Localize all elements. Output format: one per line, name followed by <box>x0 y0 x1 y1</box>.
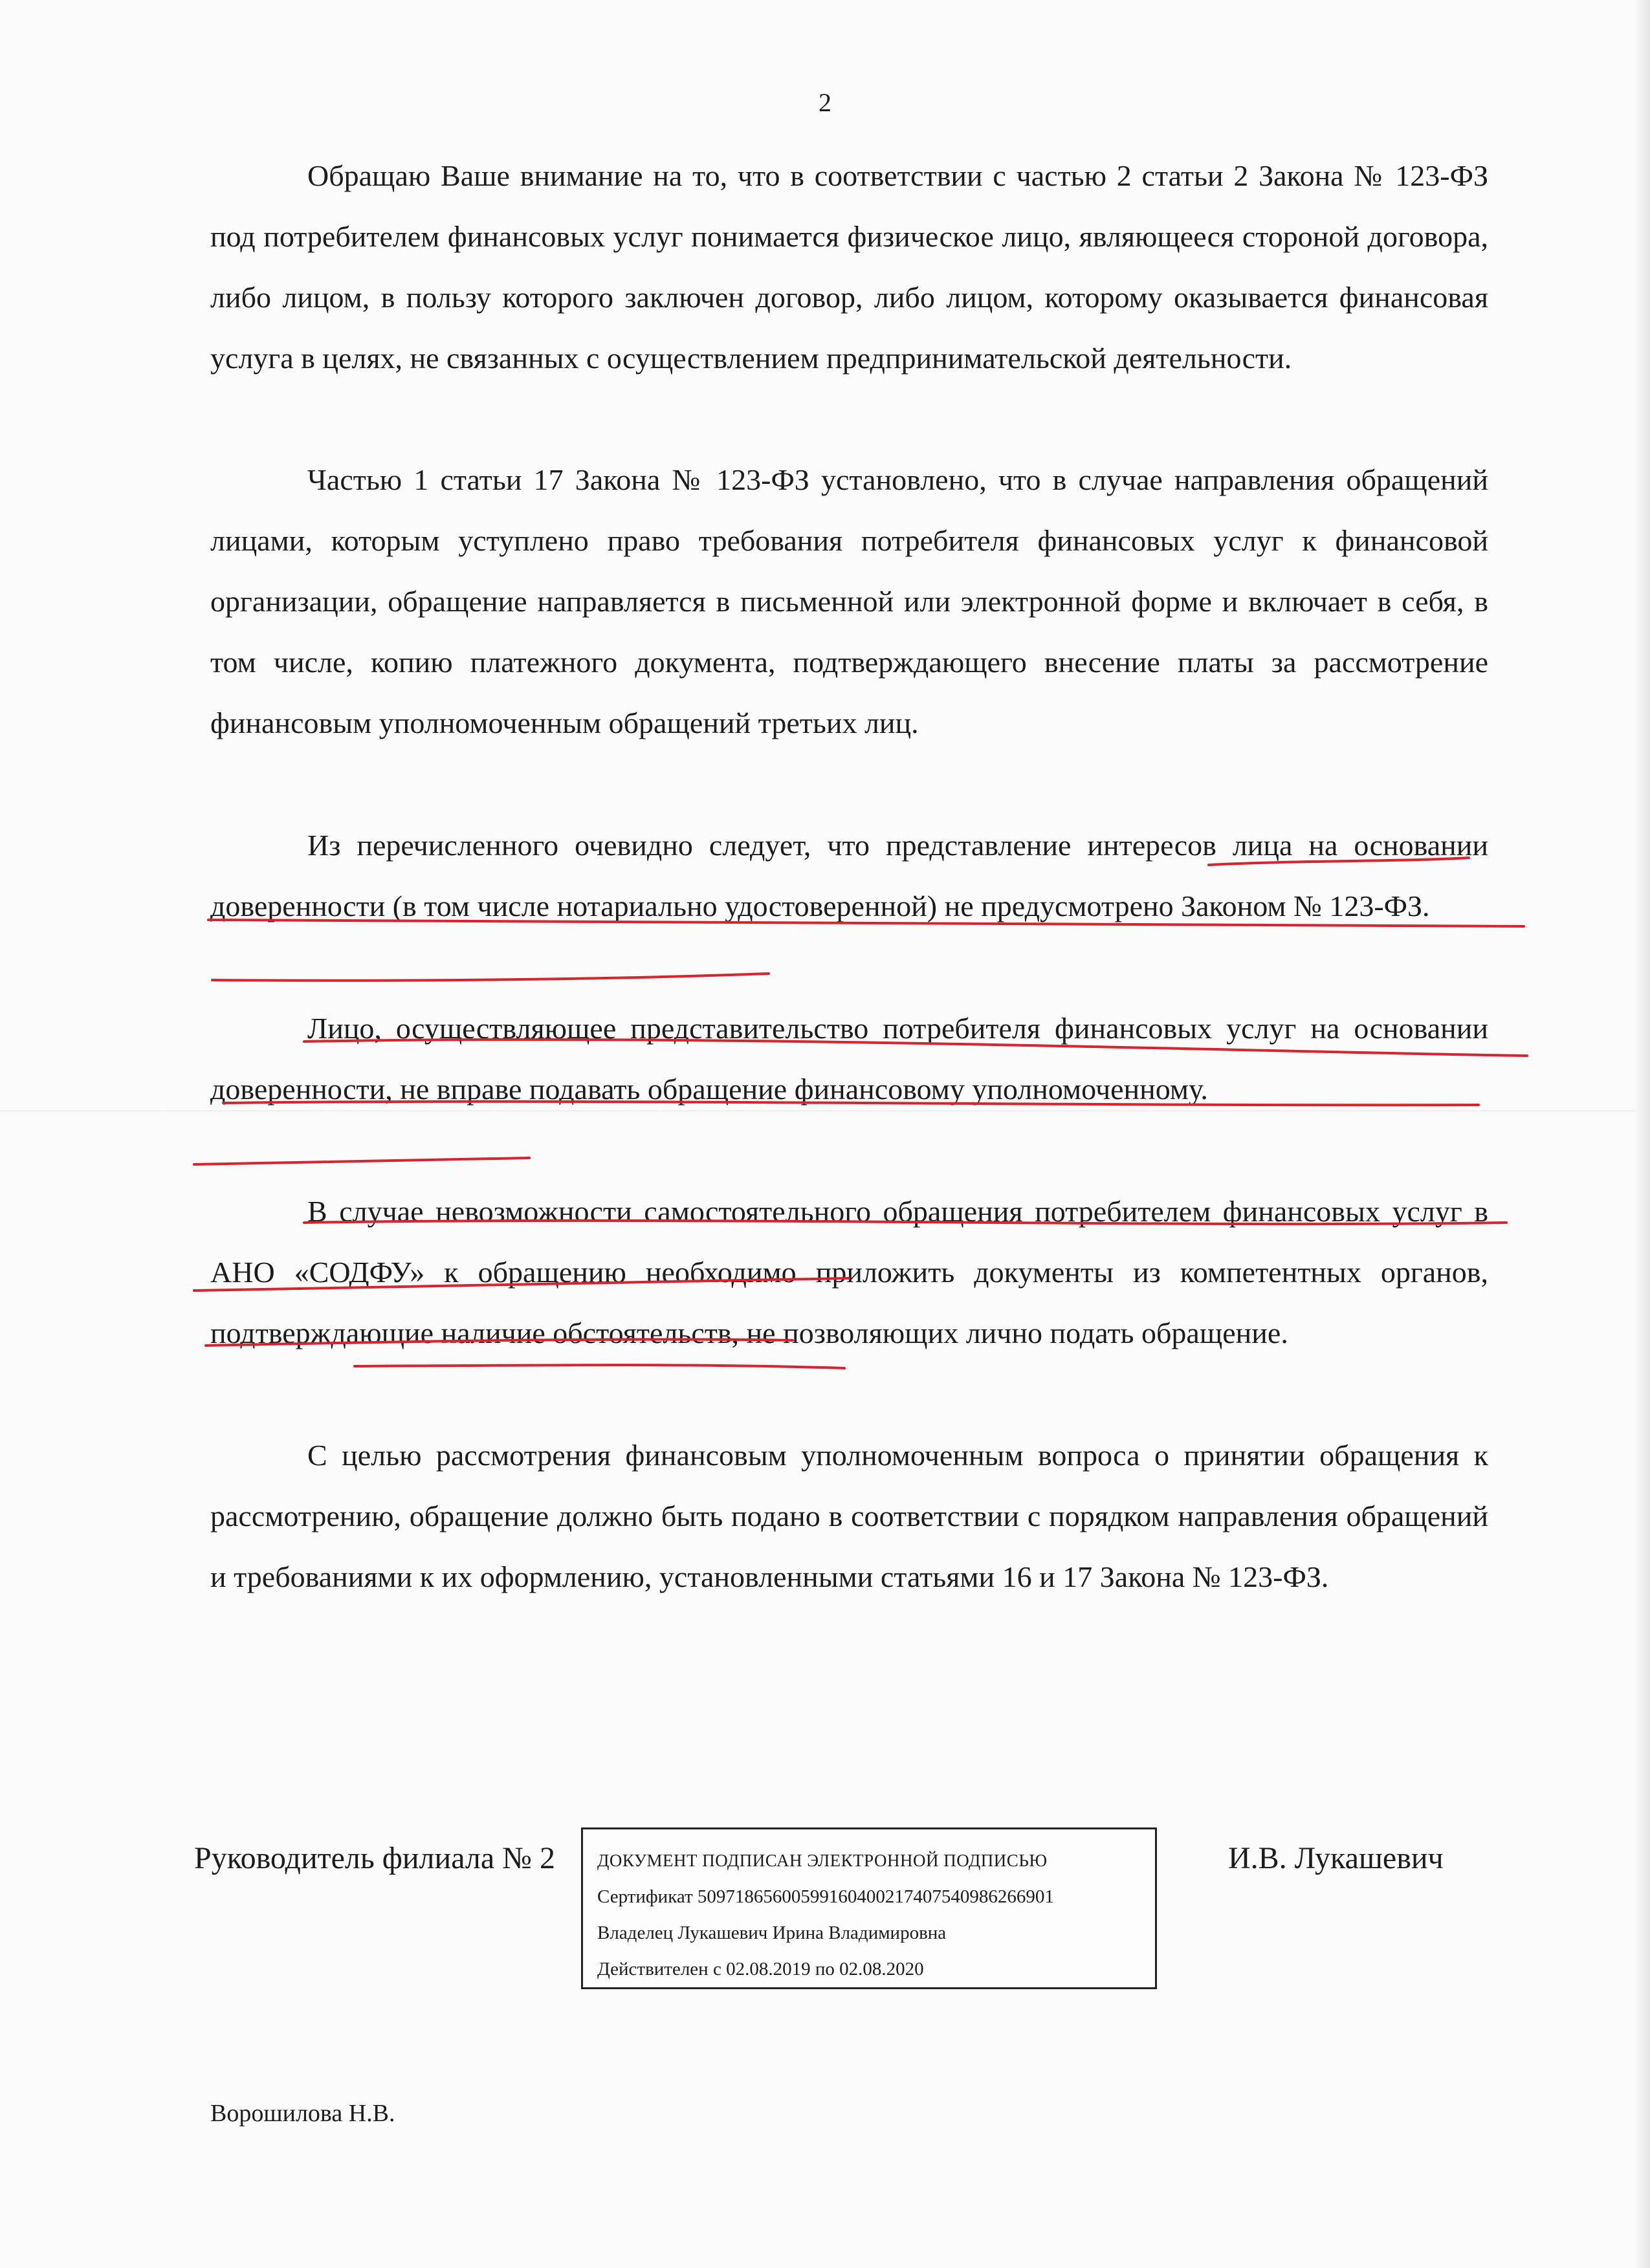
stamp-header: ДОКУМЕНТ ПОДПИСАН ЭЛЕКТРОННОЙ ПОДПИСЬЮ <box>597 1851 1048 1870</box>
signatory-name: И.В. Лукашевич <box>1228 1841 1444 1875</box>
underline-mark <box>212 974 769 981</box>
paragraph-1: Обращаю Ваше внимание на то, что в соответствии с частью 2 статьи 2 Закона № 123-ФЗ под потребителем финансовых услуг понимается физическое лицо, являющееся стороной договора, либо лицом, в пользу которого заключен договор, либо лицом, которому оказывается финансовая услуга в целях, не связанных с осуществлением предпринимательской деятельности. <box>210 159 1488 375</box>
paragraph-5: В случае невозможности самостоятельного обращения потребителем финансовых услуг в АНО «СОДФУ» к обращению необходимо приложить документы из компетентных органов, подтверждающие наличие обстоятельств, не позволяющих лично подать обращение. <box>210 1195 1488 1349</box>
signatory-title: Руководитель филиала № 2 <box>194 1841 555 1875</box>
electronic-signature-stamp <box>581 1827 1157 1989</box>
paragraph-3: Из перечисленного очевидно следует, что представление интересов лица на основании доверенности (в том числе нотариально удостоверенной) не предусмотрено Законом № 123-ФЗ. <box>210 829 1488 922</box>
paper-edge <box>1636 0 1650 2268</box>
stamp-owner: Владелец Лукашевич Ирина Владимировна <box>597 1923 947 1943</box>
stamp-validity: Действителен с 02.08.2019 по 02.08.2020 <box>597 1959 924 1979</box>
paragraph-6: С целью рассмотрения финансовым уполномоченным вопроса о принятии обращения к рассмотрению, обращение должно быть подано в соответствии с порядком направления обращений и требованиями к их оформлению, установленными статьями 16 и 17 Закона № 123-ФЗ. <box>210 1439 1488 1593</box>
executor-name: Ворошилова Н.В. <box>210 2100 395 2127</box>
underline-mark <box>355 1365 844 1368</box>
paragraph-2: Частью 1 статьи 17 Закона № 123-ФЗ установлено, что в случае направления обращений лицами, которым уступлено право требования потребителя финансовых услуг к финансовой организации, обращение направляется в письменной или электронной форме и включает в себя, в том числе, копию платежного документа, подтверждающего внесение платы за рассмотрение финансовым уполномоченным обращений третьих лиц. <box>210 463 1488 739</box>
stamp-certificate: Сертификат 50971865600599160400217407540986266901 <box>597 1886 1054 1907</box>
page-number: 2 <box>819 88 831 117</box>
underline-mark <box>194 1158 529 1164</box>
paragraph-4: Лицо, осуществляющее представительство потребителя финансовых услуг на основании доверенности, не вправе подавать обращение финансовому уполномоченному. <box>210 1012 1488 1106</box>
